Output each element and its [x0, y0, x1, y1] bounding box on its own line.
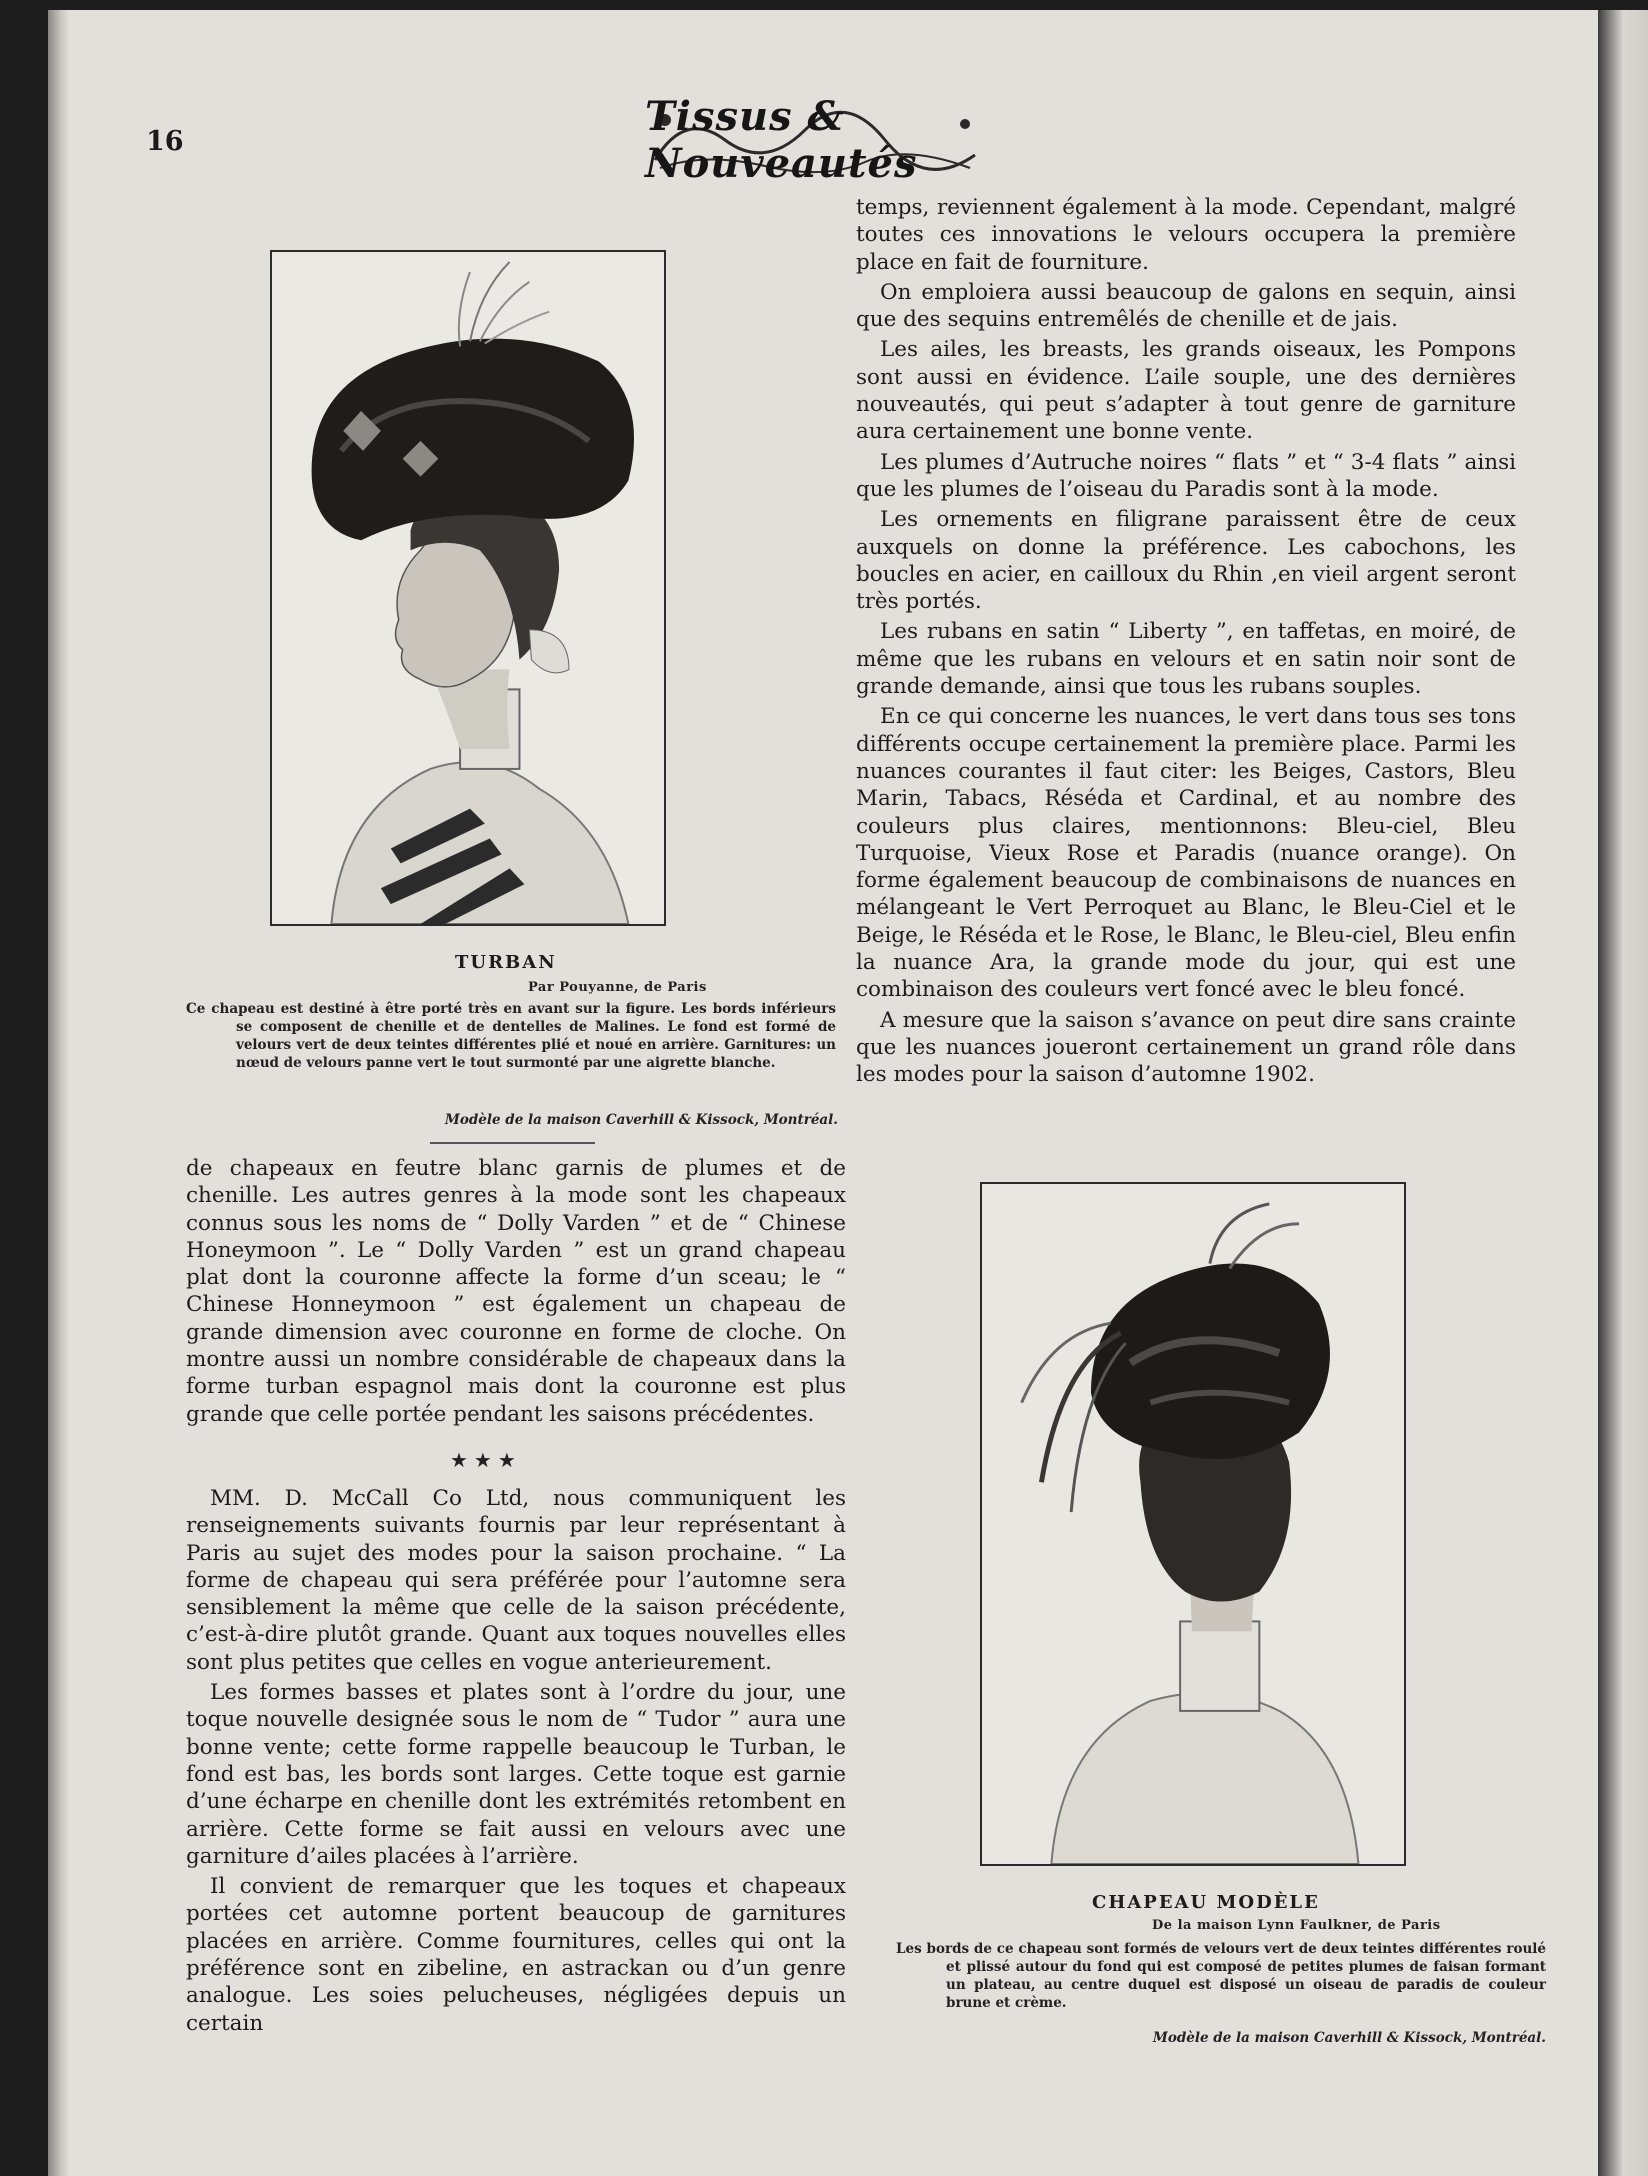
turban-caption-description: [186, 1000, 836, 1072]
left-paragraph-4: Il convient de remarquer que les toques et chapeaux portées cet automne portent beaucoup de garnitures placées en arrière. Comme fournitures, celles qui ont la préférence sont en zibeline, en astrackan ou d’un genre analogue. Les soies pelucheuses, négligées depuis un certain: [186, 1874, 846, 2036]
turban-description-text: Ce chapeau est destiné à être porté très en avant sur la figure. Les bords inférieurs se composent de chenille et de dentelles de Malines. Le fond est formé de velours vert de deux teintes différentes plié et noué en arrière. Garnitures: un nœud de velours panne vert le tout surmonté par une aigrette blanche.: [186, 1001, 836, 1071]
adjacent-page-edge: [1598, 10, 1648, 2176]
chapeau-caption-title: CHAPEAU MODÈLE: [1092, 1892, 1320, 1913]
right-paragraph-1: temps, reviennent également à la mode. Cependant, malgré toutes ces innovations le velours occupera la première place en fait de fourniture.: [856, 195, 1516, 275]
right-paragraph-7: En ce qui concerne les nuances, le vert dans tous ses tons différents occupe certainement la première place. Parmi les nuances courantes il faut citer: les Beiges, Castors, Bleu Marin, Tabacs, Réséda et Cardinal, et au nombre des couleurs plus claires, mentionnons: Bleu-ciel, Bleu Turquoise, Vieux Rose et Paradis (nuance orange). On forme également beaucoup de combinaisons de nuances en mélangeant le Vert Perroquet au Blanc, le Bleu-Ciel et le Beige, le Réséda et le Rose, le Blanc, le Bleu-ciel, Bleu enfin la nuance Ara, la grande mode du jour, qui est une combinaison des couleurs vert foncé avec le bleu foncé.: [856, 704, 1516, 1003]
left-column: [186, 1155, 846, 1431]
binding-shadow: [48, 10, 70, 2176]
right-paragraph-6: Les rubans en satin “ Liberty ”, en taffetas, en moiré, de même que les rubans en velours et en satin noir sont de grande demande, ainsi que tous les rubans souples.: [856, 619, 1516, 700]
chapeau-portrait-image: [982, 1184, 1404, 1864]
left-paragraph-2: MM. D. McCall Co Ltd, nous communiquent les renseignements suivants fournis par leur représentant à Paris au sujet des modes pour la saison prochaine. “ La forme de chapeau qui sera préférée pour l’automne sera sensiblement la même que celle de la saison précédente, c’est-à-dire plutôt grande. Quant aux toques nouvelles elles sont plus petites que celles en vogue anterieurement.: [186, 1486, 846, 1675]
turban-caption-title: TURBAN: [455, 952, 557, 973]
turban-photo: [270, 250, 666, 926]
masthead-logo: [645, 93, 985, 187]
page-number: 16: [146, 126, 184, 157]
right-paragraph-4: Les plumes d’Autruche noires “ flats ” et “ 3-4 flats ” ainsi que les plumes de l’oiseau du Paradis sont à la mode.: [856, 449, 1516, 502]
turban-caption-credit: Par Pouyanne, de Paris: [528, 980, 707, 995]
caption-divider: [430, 1142, 595, 1144]
turban-caption-model: Modèle de la maison Caverhill & Kissock, Montréal.: [444, 1112, 838, 1128]
section-separator: ★★★: [450, 1448, 522, 1472]
chapeau-caption-description: [896, 1940, 1546, 2012]
left-paragraph-1: de chapeaux en feutre blanc garnis de plumes et de chenille. Les autres genres à la mode sont les chapeaux connus sous les noms de “ Dolly Varden ” et de “ Chinese Honeymoon ”. Le “ Dolly Varden ” est un grand chapeau plat dont la couronne affecte la forme d’un sceau; le “ Chinese Honneymoon ” est également un chapeau de grande dimension avec couronne en forme de cloche. On montre aussi un nombre considérable de chapeaux dans la forme turban espagnol mais dont la couronne est plus grande que celle portée pendant les saisons précédentes.: [186, 1156, 846, 1427]
right-paragraph-8: A mesure que la saison s’avance on peut dire sans crainte que les nuances joueront certainement un grand rôle dans les modes pour la saison d’automne 1902.: [856, 1007, 1516, 1088]
chapeau-photo: [980, 1182, 1406, 1866]
chapeau-description-text: Les bords de ce chapeau sont formés de velours vert de deux teintes différentes roulé et plissé autour du fond qui est composé de petites plumes de faisan formant un plateau, au centre duquel est disposé un oiseau de paradis de couleur brune et crème.: [896, 1941, 1546, 2011]
chapeau-caption-credit: De la maison Lynn Faulkner, de Paris: [1152, 1918, 1441, 1933]
chapeau-caption-model: Modèle de la maison Caverhill & Kissock, Montréal.: [1152, 2030, 1546, 2046]
right-paragraph-5: Les ornements en filigrane paraissent être de ceux auxquels on donne la préférence. Les cabochons, les boucles en acier, en cailloux du Rhin ,en vieil argent seront très portés.: [856, 507, 1516, 615]
left-paragraph-3: Les formes basses et plates sont à l’ordre du jour, une toque nouvelle designée sous le nom de “ Tudor ” aura une bonne vente; cette forme rappelle beaucoup le Turban, le fond est bas, les bords sont larges. Cette toque est garnie d’une écharpe en chenille dont les extrémités retombent en arrière. Cette forme se fait aussi en velours avec une garniture d’ailes placées à l’arrière.: [186, 1680, 846, 1869]
right-paragraph-3: Les ailes, les breasts, les grands oiseaux, les Pompons sont aussi en évidence. L’aile souple, une des dernières nouveautés, qui peut s’adapter à tout genre de garniture aura certainement une bonne vente.: [856, 337, 1516, 445]
turban-portrait-image: [272, 252, 664, 924]
right-column: [856, 194, 1516, 1092]
left-column-continued: [186, 1485, 846, 2040]
masthead-title: Tissus & Nouveautés: [645, 93, 918, 187]
right-paragraph-2: On emploiera aussi beaucoup de galons en sequin, ainsi que des sequins entremêlés de chenille et de jais.: [856, 279, 1516, 333]
